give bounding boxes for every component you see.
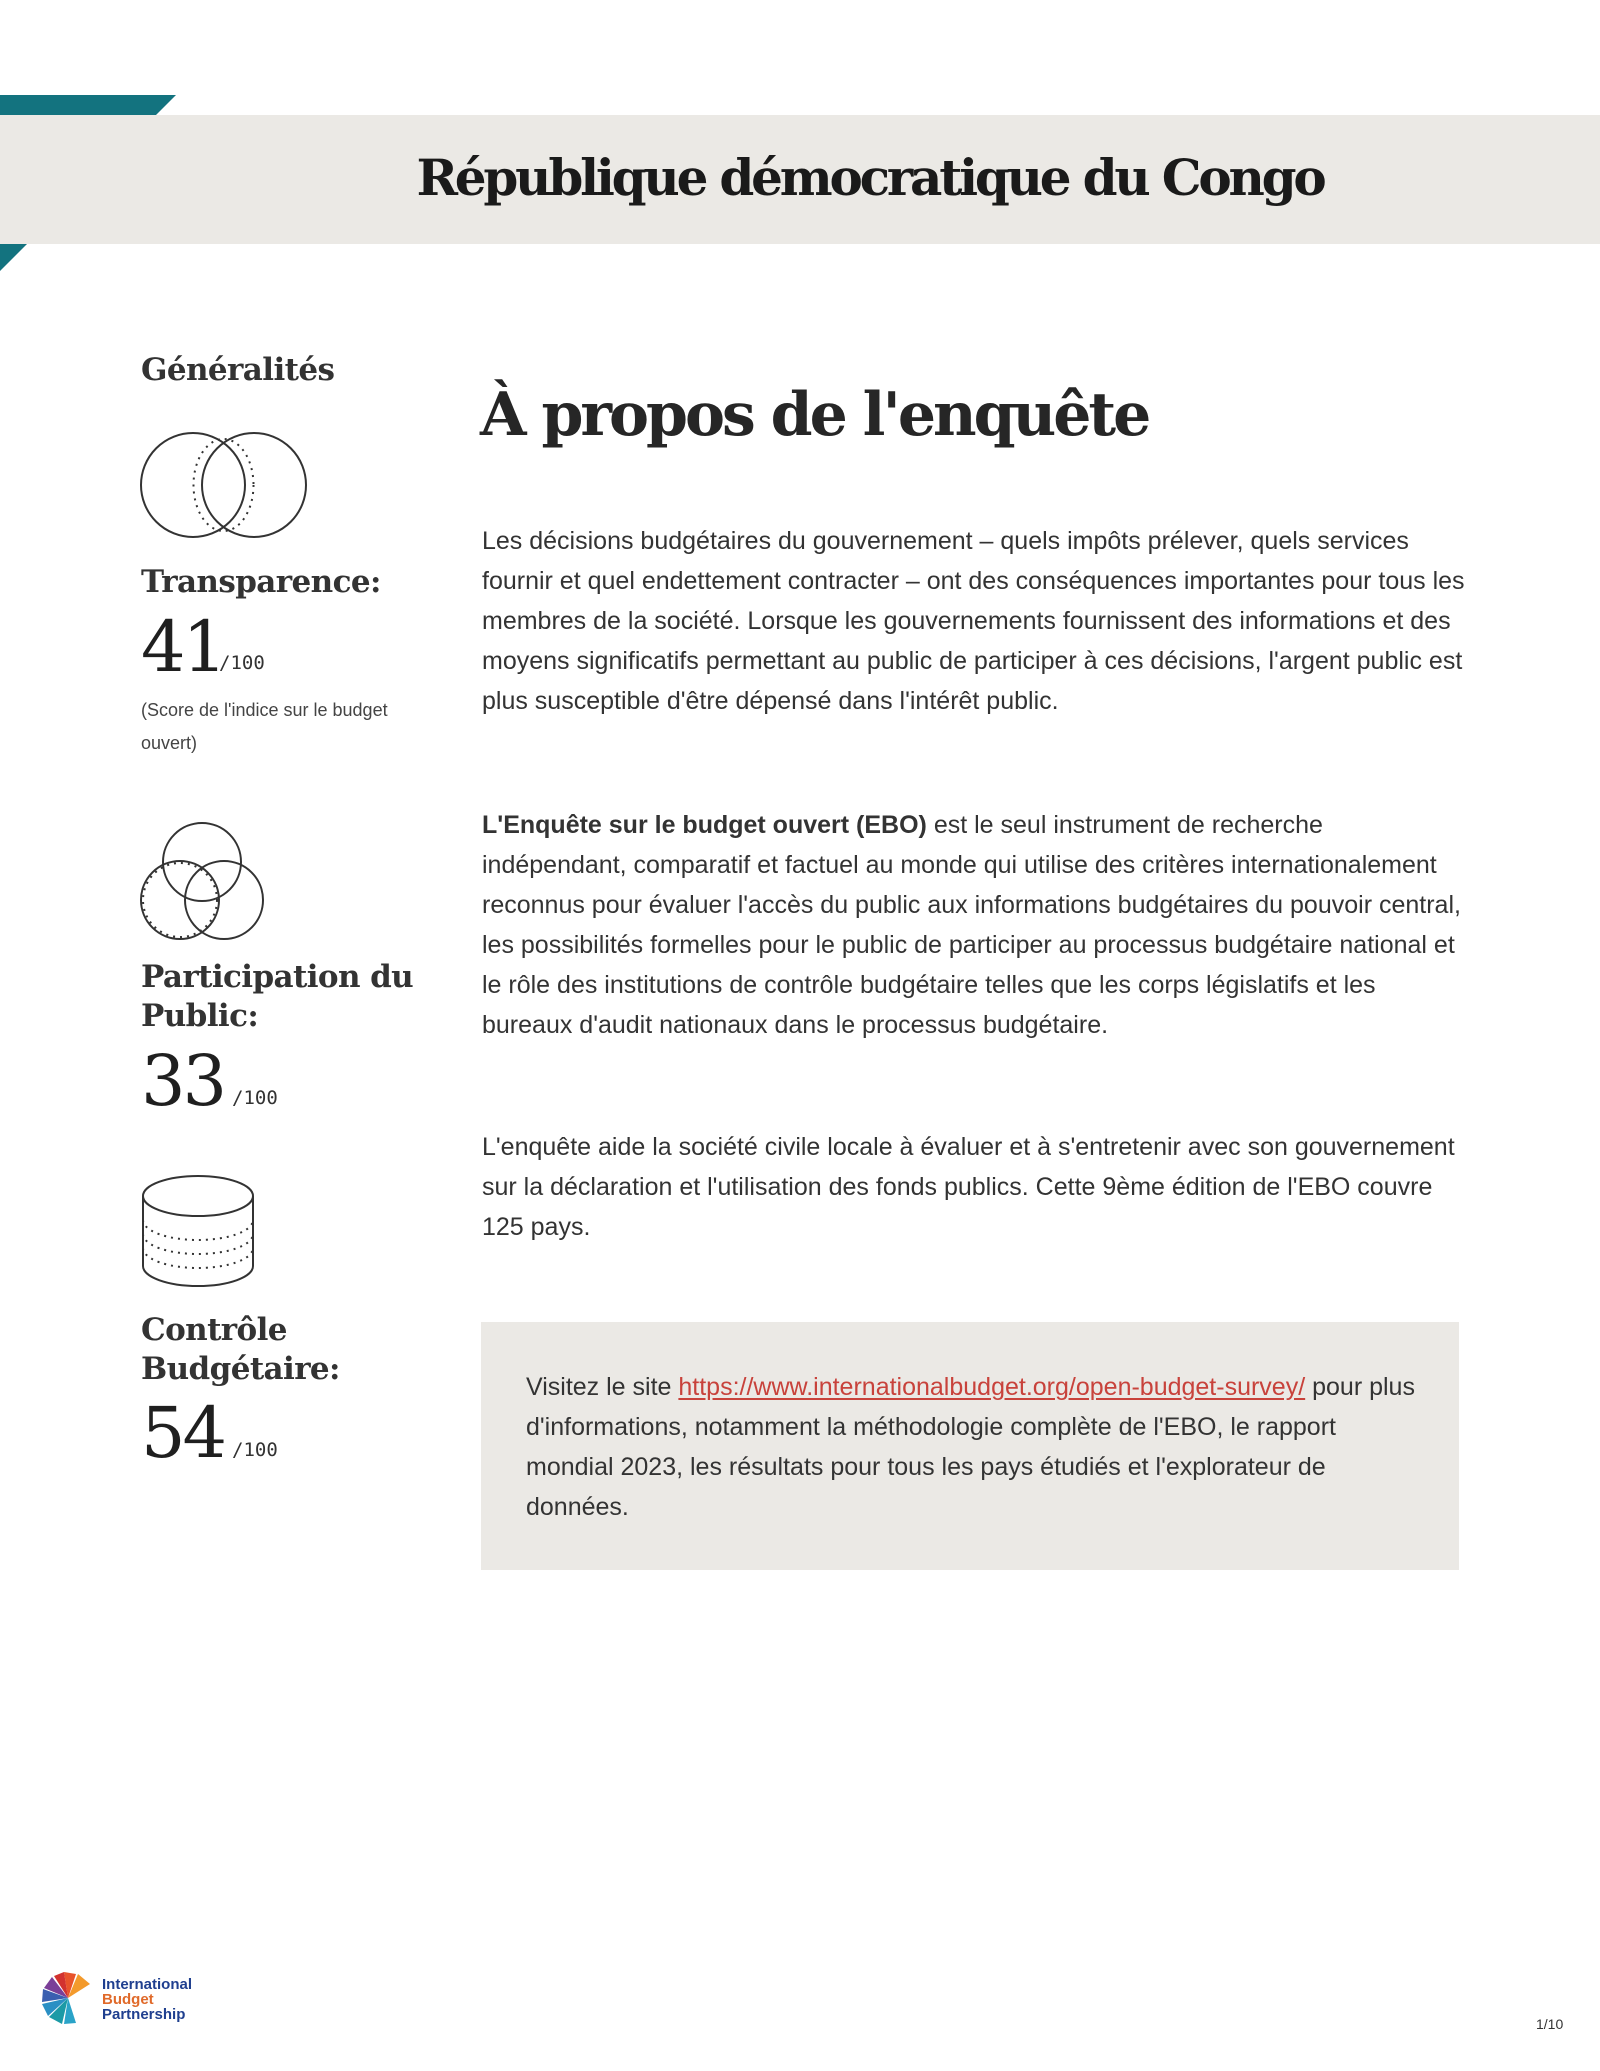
info-box-text	[526, 1367, 1426, 1527]
info-prefix: Visitez le site	[526, 1373, 679, 1401]
ebo-description: est le seul instrument de recherche indépendant, comparatif et factuel au monde qui utilise des critères internationalement reconnus pour évaluer l'accès du public aux informations budgétaires du pouvoir central, les possibilités formelles pour le public de participer au processus budgétaire national et le rôle des institutions de contrôle budgétaire telles que les corps législatifs et les bureaux d'audit nationaux dans le processus budgétaire.	[482, 811, 1461, 1039]
participation-label-line2: Public:	[141, 998, 259, 1034]
oversight-score: 54	[141, 1392, 225, 1474]
oversight-label-line1: Contrôle	[141, 1312, 287, 1348]
obs-website-link[interactable]: https://www.internationalbudget.org/open-budget-survey/	[678, 1373, 1306, 1401]
paragraph-civil-society: L'enquête aide la société civile locale à évaluer et à s'entretenir avec son gouvernement sur la déclaration et l'utilisation des fonds publics. Cette 9ème édition de l'EBO couvre 125 pays.	[482, 1133, 1455, 1241]
oversight-label-line2: Budgétaire:	[141, 1351, 340, 1387]
logo-line-international: International	[102, 1976, 193, 1993]
participation-label-line1: Participation du	[141, 959, 414, 995]
participation-score: 33	[141, 1040, 225, 1122]
participation-denominator: /100	[232, 1087, 278, 1109]
page-number: 1/10	[1536, 2016, 1564, 2032]
logo-line-budget: Budget	[102, 1991, 154, 2008]
info-suffix: pour plus d'informations, notamment la méthodologie complète de l'EBO, le rapport mondial 2023, les résultats pour tous les pays étudiés et l'explorateur de données.	[526, 1373, 1415, 1521]
sidebar-title: Généralités	[141, 352, 335, 388]
transparency-label: Transparence:	[141, 564, 381, 600]
paragraph-decisions: Les décisions budgétaires du gouvernement – quels impôts prélever, quels services fournir et quel endettement contracter – ont des conséquences importantes pour tous les membres de la société. Lorsque les gouvernements fournissent des informations et des moyens significatifs permettant au public de participer à ces décisions, l'argent public est plus susceptible d'être dépensé dans l'intérêt public.	[482, 527, 1465, 715]
transparency-denominator: /100	[219, 652, 265, 674]
paragraph-ebo	[482, 805, 1472, 1045]
logo-line-partnership: Partnership	[102, 2006, 186, 2023]
ebo-bold-term: L'Enquête sur le budget ouvert (EBO)	[482, 811, 927, 839]
transparency-note: (Score de l'indice sur le budget ouvert)	[141, 700, 388, 753]
oversight-label	[141, 1311, 340, 1389]
transparency-score: 41	[141, 606, 225, 688]
participation-label	[141, 958, 413, 1036]
three-circles-icon	[140, 822, 265, 942]
ibp-logo-text	[102, 1977, 192, 2022]
section-title: À propos de l'enquête	[480, 380, 1149, 450]
country-title: République démocratique du Congo	[416, 148, 1324, 207]
two-circles-icon	[140, 428, 310, 543]
cylinder-icon	[140, 1174, 256, 1288]
oversight-denominator: /100	[232, 1439, 278, 1461]
